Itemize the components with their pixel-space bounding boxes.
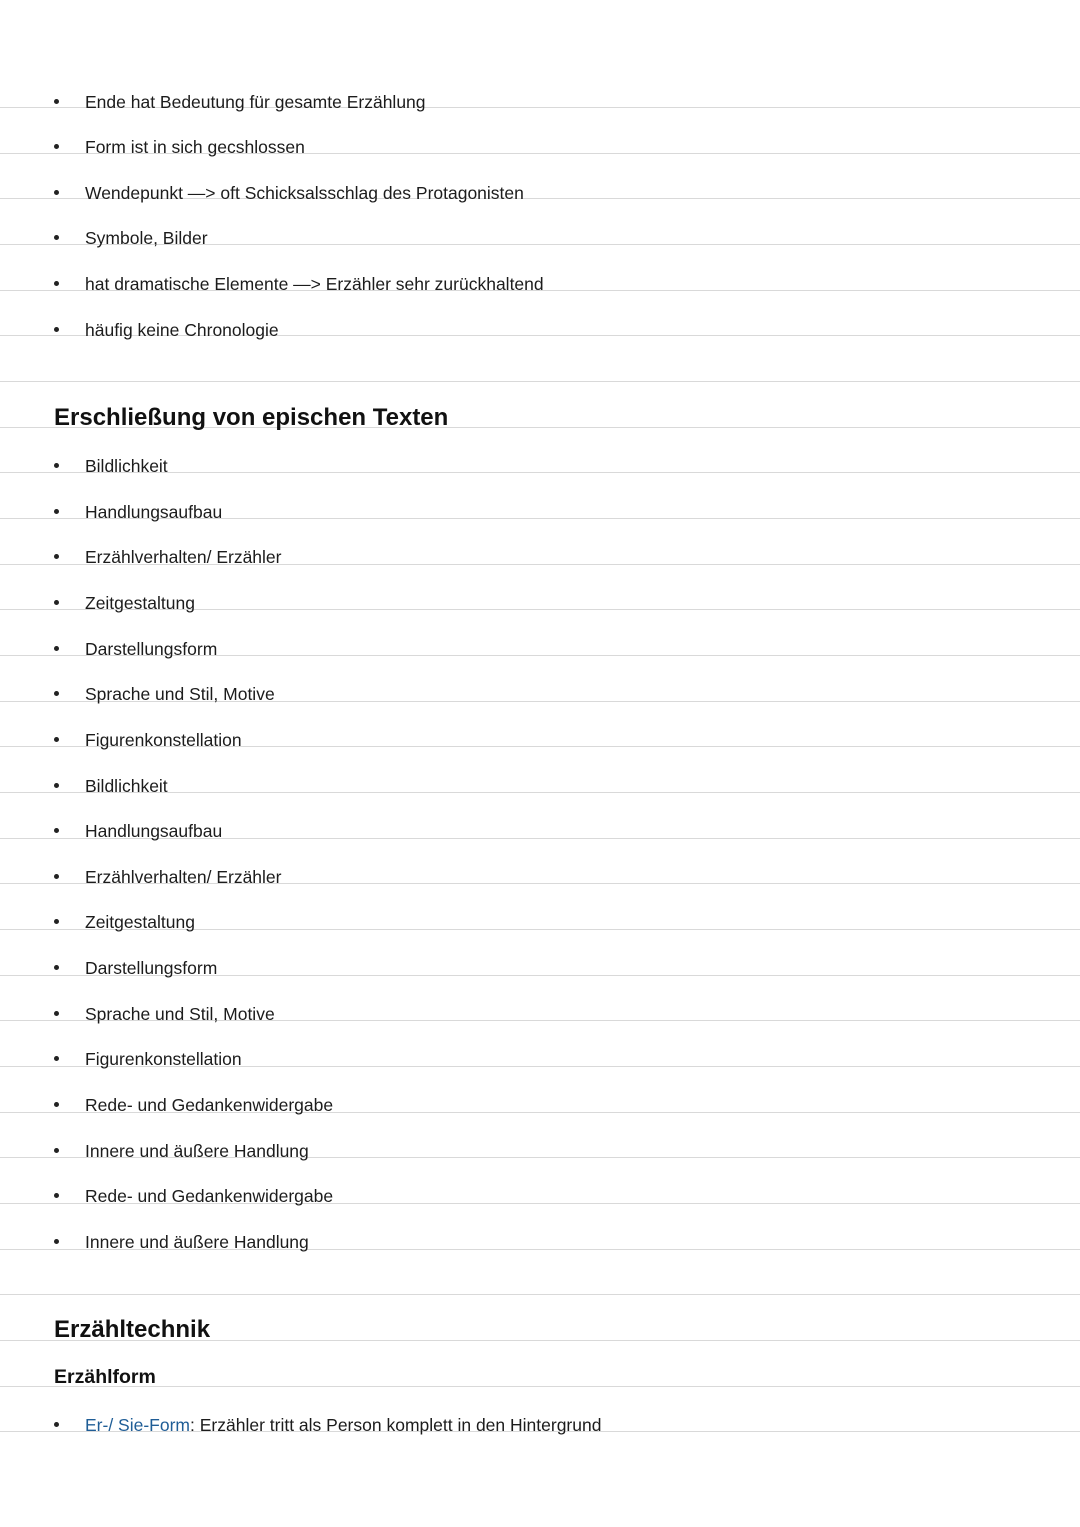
bullet-icon	[54, 235, 59, 240]
list-item-text: Bildlichkeit	[85, 776, 168, 796]
list-item-text: Form ist in sich gecshlossen	[85, 137, 305, 157]
list-item	[0, 729, 1080, 759]
bullet-icon	[54, 144, 59, 149]
bullet-icon	[54, 509, 59, 514]
list-item	[0, 1003, 1080, 1033]
list-item-text: Rede- und Gedankenwidergabe	[85, 1095, 334, 1115]
bullet-icon	[54, 737, 59, 742]
bullet-icon	[54, 327, 59, 332]
list-item-text: Darstellungsform	[85, 639, 218, 659]
list-item	[0, 1048, 1080, 1078]
list-item	[0, 1231, 1080, 1261]
term-definition: Erzähler tritt als Person komplett in den Hintergrund	[199, 1415, 602, 1435]
list-item	[0, 182, 1080, 212]
list-item-text: Handlungsaufbau	[85, 502, 223, 522]
bullet-icon	[54, 646, 59, 651]
list-item	[0, 546, 1080, 576]
bullet-icon	[54, 1011, 59, 1016]
bullet-icon	[54, 965, 59, 970]
list-item	[0, 1140, 1080, 1170]
bullet-icon	[54, 783, 59, 788]
list-item-text: Handlungsaufbau	[85, 821, 223, 841]
list-item	[0, 501, 1080, 531]
list-item-text: Erzählverhalten/ Erzähler	[85, 547, 282, 567]
bullet-icon	[54, 1422, 59, 1427]
bullet-icon	[54, 190, 59, 195]
list-item	[0, 319, 1080, 349]
list-item	[0, 911, 1080, 941]
rule-line	[0, 1294, 1080, 1295]
list-item	[0, 91, 1080, 121]
bullet-icon	[54, 554, 59, 559]
section-heading: Erschließung von epischen Texten	[54, 404, 449, 431]
list-item	[0, 273, 1080, 303]
list-item-text: Symbole, Bilder	[85, 228, 208, 248]
bullet-icon	[54, 691, 59, 696]
list-item-text: häufig keine Chronologie	[85, 320, 279, 340]
list-item	[0, 683, 1080, 713]
list-item-text: Sprache und Stil, Motive	[85, 1004, 275, 1024]
list-item-text: Zeitgestaltung	[85, 912, 195, 932]
list-item-text: Darstellungsform	[85, 958, 218, 978]
bullet-icon	[54, 1239, 59, 1244]
list-item	[0, 1185, 1080, 1215]
bullet-icon	[54, 1056, 59, 1061]
bullet-icon	[54, 99, 59, 104]
list-item-text: Erzählverhalten/ Erzähler	[85, 867, 282, 887]
list-item-text: Ende hat Bedeutung für gesamte Erzählung	[85, 92, 426, 112]
bullet-icon	[54, 874, 59, 879]
list-item-text: Rede- und Gedankenwidergabe	[85, 1186, 334, 1206]
list-item	[0, 1094, 1080, 1124]
list-item	[0, 638, 1080, 668]
bullet-icon	[54, 1193, 59, 1198]
list-item	[0, 775, 1080, 805]
list-item-text: Innere und äußere Handlung	[85, 1141, 309, 1161]
bullet-icon	[54, 463, 59, 468]
list-item-text: Bildlichkeit	[85, 456, 168, 476]
section-heading: Erzähltechnik	[54, 1316, 211, 1343]
list-item	[0, 957, 1080, 987]
list-item-text: Sprache und Stil, Motive	[85, 684, 275, 704]
subsection-heading: Erzählform	[54, 1366, 156, 1388]
list-item	[0, 455, 1080, 485]
bullet-icon	[54, 600, 59, 605]
bullet-icon	[54, 1102, 59, 1107]
list-item	[0, 1414, 1080, 1444]
list-item-text	[85, 1414, 601, 1436]
list-item-text: Wendepunkt —> oft Schicksalsschlag des Protagonisten	[85, 183, 524, 203]
list-item	[0, 592, 1080, 622]
list-item-text: Innere und äußere Handlung	[85, 1232, 309, 1252]
bullet-icon	[54, 1148, 59, 1153]
rule-line	[0, 1386, 1080, 1387]
list-item-text: hat dramatische Elemente —> Erzähler sehr zurückhaltend	[85, 274, 544, 294]
bullet-icon	[54, 919, 59, 924]
list-item-text: Figurenkonstellation	[85, 730, 242, 750]
list-item	[0, 136, 1080, 166]
list-item	[0, 820, 1080, 850]
list-item	[0, 227, 1080, 257]
rule-line	[0, 381, 1080, 382]
bullet-icon	[54, 281, 59, 286]
bullet-icon	[54, 828, 59, 833]
term-link[interactable]: Er-/ Sie-Form	[85, 1415, 190, 1435]
list-item	[0, 866, 1080, 896]
list-item-text: Zeitgestaltung	[85, 593, 195, 613]
term-separator: :	[190, 1415, 200, 1435]
list-item-text: Figurenkonstellation	[85, 1049, 242, 1069]
